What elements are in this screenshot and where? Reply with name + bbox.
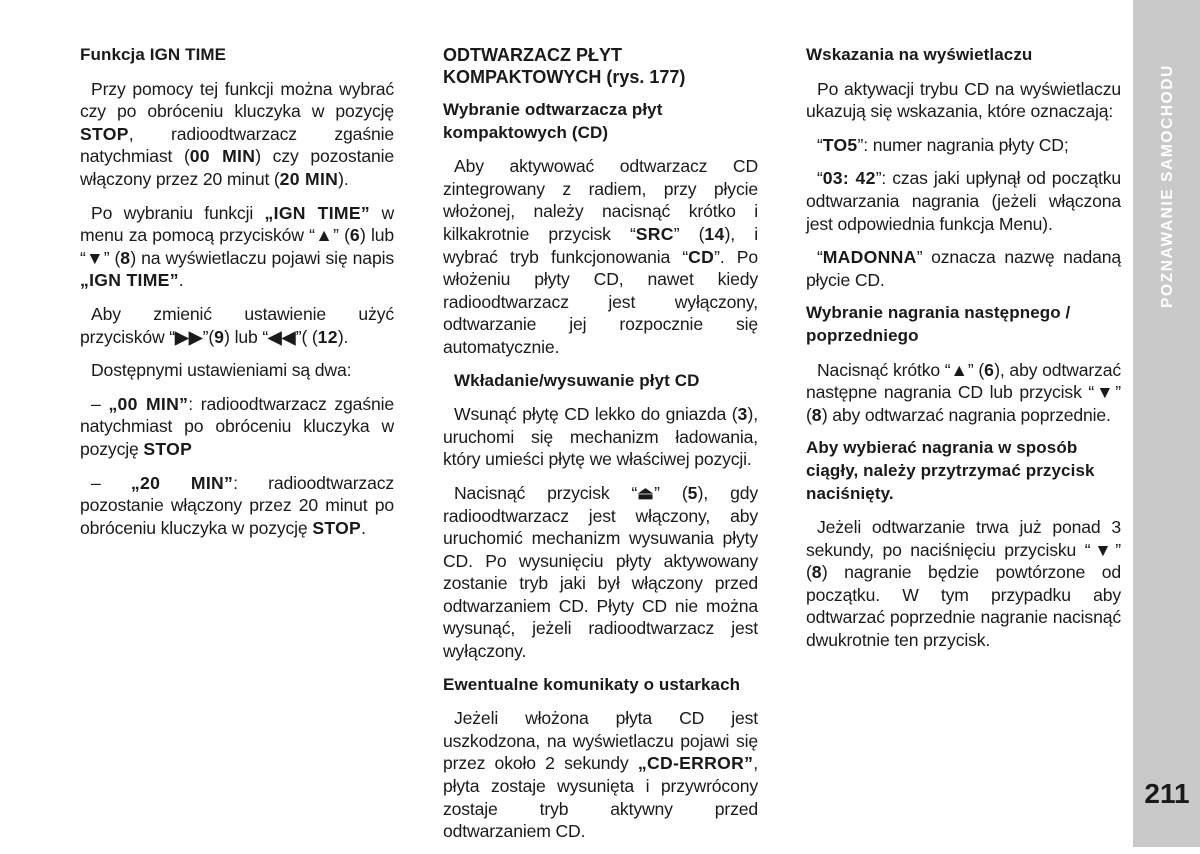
paragraph: Nacisnąć przycisk “⏏” (5), gdy radioodtwarzacz jest włączony, aby uruchomić mechanizm wysuwania płyty CD. Po wysunięciu płyty aktywowany zostanie tryb jaki był włączony przed odtwarzaniem CD. Płyty CD nie można wysunąć, jeżeli radioodtwarzacz jest wyłączony.: [443, 482, 759, 662]
list-item: – „00 MIN”: radioodtwarzacz zgaśnie natychmiast po obróceniu kluczyka w pozycję STOP: [80, 393, 394, 459]
paragraph: Jeżeli włożona płyta CD jest uszkodzona, na wyświetlaczu pojawi się przez około 2 sekundy „CD-ERROR”, płyta zostaje wysunięta i przywrócony zostaje tryb aktywny przed odtwarzaniem CD.: [443, 708, 758, 842]
subheading: Wybranie nagrania następnego / poprzedniego: [806, 303, 1071, 345]
paragraph: Wsunąć płytę CD lekko do gniazda (3), uruchomi się mechanizm ładowania, który umieści płytę we właściwej pozycji.: [443, 404, 758, 470]
column-3: [806, 44, 1121, 663]
section-title: POZNAWANIE SAMOCHODU: [1159, 64, 1176, 308]
column-2: [443, 44, 758, 854]
subheading: Wybranie odtwarzacza płyt kompaktowych (CD): [443, 100, 663, 142]
rewind-icon: ◀◀: [268, 326, 296, 347]
page-number: 211: [1144, 778, 1190, 809]
paragraph: Przy pomocy tej funkcji można wybrać czy po obróceniu kluczyka w pozycję STOP, radioodtwarzacz zgaśnie natychmiast (00 MIN) czy pozostanie włączony przez 20 minut (20 MIN).: [80, 78, 394, 189]
list-item: – „20 MIN”: radioodtwarzacz pozostanie włączony przez 20 minut po obróceniu kluczyka w pozycję STOP.: [80, 472, 394, 538]
paragraph: Dostępnymi ustawieniami są dwa:: [91, 360, 352, 381]
paragraph: “TO5”: numer nagrania płyty CD;: [817, 134, 1069, 155]
subheading: Wkładanie/wysuwanie płyt CD: [454, 370, 700, 390]
heading-ign-time: Funkcja IGN TIME: [80, 45, 227, 64]
paragraph: Jeżeli odtwarzanie trwa już ponad 3 sekundy, po naciśnięciu przycisku “▼” (8) nagranie będzie powtórzone od początku. W tym przypadku aby odtwarzać poprzednie nagranie nacisnąć dwukrotnie ten przycisk.: [806, 517, 1121, 651]
paragraph: Po wybraniu funkcji „IGN TIME” w menu za pomocą przycisków “▲” (6) lub “▼” (8) na wyświetlaczu pojawi się napis „IGN TIME”.: [80, 202, 394, 291]
subheading: Aby wybierać nagrania w sposób ciągły, należy przytrzymać przycisk naciśnięty.: [806, 438, 1095, 503]
subheading: Wskazania na wyświetlaczu: [806, 45, 1033, 64]
section-heading: ODTWARZACZ PŁYT KOMPAKTOWYCH (rys. 177): [443, 45, 686, 87]
column-1: [80, 44, 394, 550]
eject-icon: ⏏: [637, 482, 655, 503]
paragraph: Aby zmienić ustawienie użyć przycisków “▶▶”(9) lub “◀◀”( (12).: [80, 303, 394, 347]
fast-forward-icon: ▶▶: [174, 326, 203, 347]
paragraph: Po aktywacji trybu CD na wyświetlaczu ukazują się wskazania, które oznaczają:: [806, 78, 1121, 122]
paragraph: Nacisnąć krótko “▲” (6), aby odtwarzać następne nagrania CD lub przycisk “▼” (8) aby odtwarzać nagrania poprzednie.: [806, 359, 1121, 425]
subheading: Ewentualne komunikaty o ustarkach: [443, 674, 741, 694]
paragraph: “MADONNA” oznacza nazwę nadaną płycie CD.: [806, 247, 1121, 290]
paragraph: “03: 42”: czas jaki upłynął od początku odtwarzania nagrania (jeżeli włączona jest odpowiednia funkcja Menu).: [806, 168, 1121, 234]
paragraph: Aby aktywować odtwarzacz CD zintegrowany z radiem, przy płycie włożonej, należy nacisnąć krótko i kilkakrotnie przycisk “SRC” (14), i wybrać tryb funkcjonowania “CD”. Po włożeniu płyty CD, nawet kiedy radioodtwarzacz jest wyłączony, odtwarzanie jej rozpocznie się automatycznie.: [443, 156, 758, 357]
